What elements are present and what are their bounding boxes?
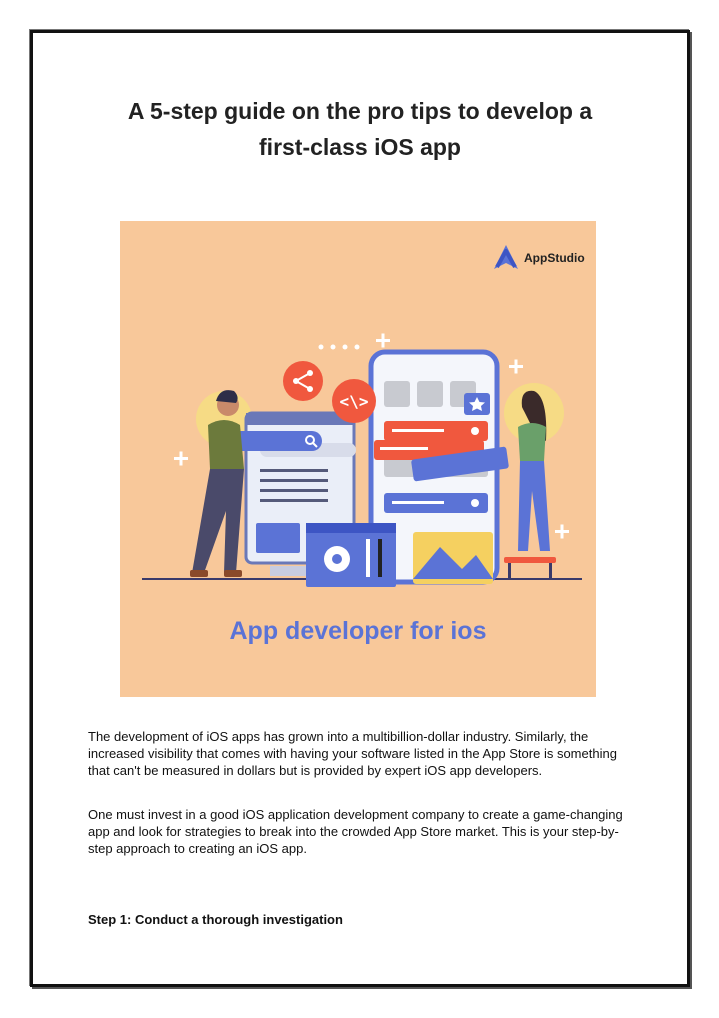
hero-caption: App developer for ios bbox=[229, 617, 487, 645]
page-title bbox=[60, 93, 660, 165]
step-1-heading: Step 1: Conduct a thorough investigation bbox=[88, 912, 343, 927]
code-icon bbox=[332, 379, 376, 423]
svg-text:<\>: <\> bbox=[339, 392, 369, 411]
appstudio-logo-icon bbox=[494, 245, 518, 269]
title-line-2: first-class iOS app bbox=[259, 134, 461, 160]
share-icon bbox=[283, 361, 323, 401]
settings-gear-icon bbox=[306, 523, 396, 587]
intro-paragraph: The development of iOS apps has grown into a multibillion-dollar industry. Similarly, the increased visibility that comes with having your software listed in the App Store is something that can't be measured in dollars but is provided by expert iOS app developers. bbox=[88, 729, 617, 778]
hero-illustration bbox=[120, 221, 596, 697]
app-developer-illustration bbox=[120, 221, 596, 697]
second-paragraph: One must invest in a good iOS application development company to create a game-changing app and look for strategies to break into the crowded App Store market. This is your step-by-step approach to creating an iOS app. bbox=[88, 807, 623, 856]
decoration-dots bbox=[319, 345, 360, 350]
brand-name: AppStudio bbox=[524, 251, 585, 265]
title-line-1: A 5-step guide on the pro tips to develop a bbox=[127, 98, 593, 124]
